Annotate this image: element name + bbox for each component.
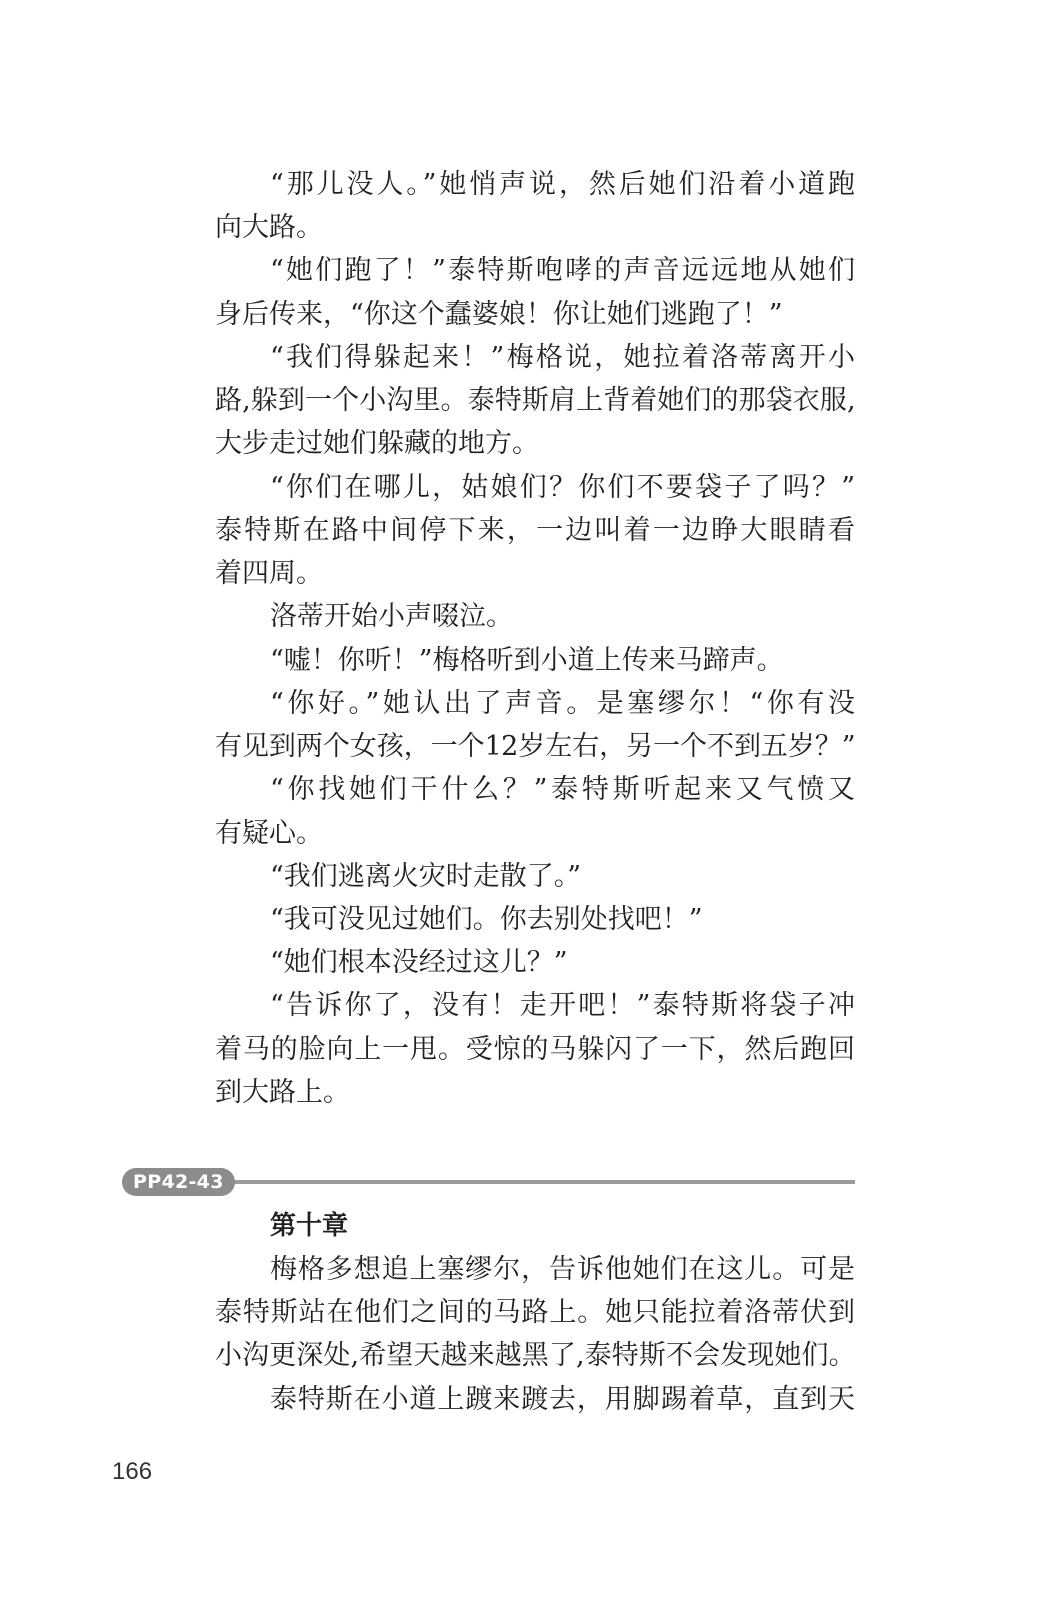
paragraph [215, 595, 855, 638]
text-line: 着四周。 [215, 558, 323, 590]
text-line: 身后传来，“你这个蠢婆娘！你让她们逃跑了！” [215, 298, 783, 330]
text-line: 洛蒂开始小声啜泣。 [270, 601, 513, 633]
text-line: 梅格多想追上塞缪尔，告诉他她们在这儿。可是 [270, 1254, 855, 1285]
paragraph [215, 855, 855, 898]
text-line: 到大路上。 [215, 1076, 350, 1108]
page-number: 166 [112, 1458, 153, 1485]
text-line: “告诉你了，没有！走开吧！”泰特斯将袋子冲 [270, 990, 855, 1022]
paragraph [215, 1378, 855, 1421]
text-line: “我们逃离火灾时走散了。” [270, 860, 582, 892]
text-line: 有疑心。 [215, 817, 323, 849]
paragraph [215, 682, 855, 768]
text-line: 大步走过她们躲藏的地方。 [215, 428, 539, 460]
text-line: “你找她们干什么？”泰特斯听起来又气愤又 [270, 774, 855, 806]
paragraph [215, 941, 855, 984]
paragraph [215, 336, 855, 466]
text-line: 小沟更深处,希望天越来越黑了,泰特斯不会发现她们。 [215, 1340, 855, 1372]
section-marker [122, 1166, 855, 1198]
paragraph [215, 984, 855, 1114]
text-line: “她们根本没经过这儿？” [270, 947, 568, 979]
paragraph [215, 639, 855, 682]
text-line: 向大路。 [215, 212, 323, 244]
text-line: “嘘！你听！”梅格听到小道上传来马蹄声。 [270, 644, 784, 676]
paragraph [215, 466, 855, 596]
chapter-text [215, 1248, 855, 1421]
paragraph [215, 898, 855, 941]
text-line: 泰特斯站在他们之间的马路上。她只能拉着洛蒂伏到 [215, 1297, 855, 1329]
text-line: “我们得躲起来！”梅格说，她拉着洛蒂离开小 [270, 341, 855, 373]
paragraph [215, 249, 855, 335]
paragraph [215, 768, 855, 854]
page-range-badge: PP42-43 [122, 1168, 235, 1196]
paragraph [215, 163, 855, 249]
chapter-heading: 第十章 [270, 1211, 349, 1241]
text-line: 路,躲到一个小沟里。泰特斯肩上背着她们的那袋衣服, [215, 385, 855, 417]
text-line: “那儿没人。”她悄声说，然后她们沿着小道跑 [270, 169, 855, 200]
body-text [215, 163, 855, 1114]
text-line: “她们跑了！”泰特斯咆哮的声音远远地从她们 [270, 255, 855, 287]
paragraph [215, 1248, 855, 1378]
text-line: 着马的脸向上一甩。受惊的马躲闪了一下，然后跑回 [215, 1033, 855, 1065]
section-divider [222, 1180, 855, 1184]
text-line: 泰特斯在路中间停下来，一边叫着一边睁大眼睛看 [215, 514, 855, 546]
text-line: 泰特斯在小道上踱来踱去，用脚踢着草，直到天 [270, 1383, 855, 1415]
text-line: “你们在哪儿，姑娘们？你们不要袋子了吗？” [270, 471, 855, 503]
text-line: “你好。”她认出了声音。是塞缪尔！“你有没 [270, 687, 855, 719]
text-line: “我可没见过她们。你去别处找吧！” [270, 903, 703, 935]
text-line: 有见到两个女孩，一个12岁左右，另一个不到五岁？” [215, 731, 855, 763]
